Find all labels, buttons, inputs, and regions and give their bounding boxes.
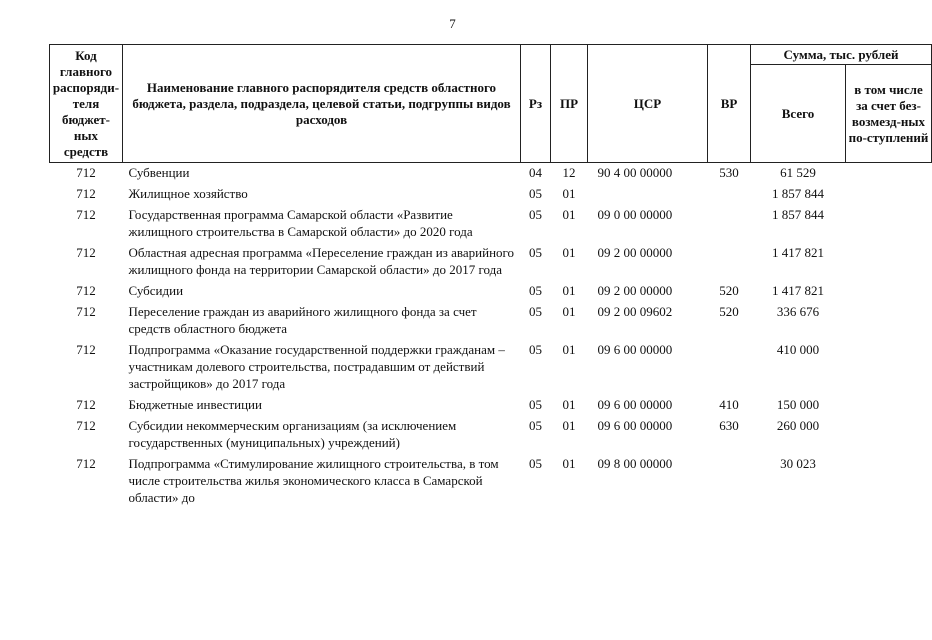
cell-gratuitous — [846, 396, 932, 417]
cell-rz: 05 — [529, 207, 542, 222]
header-gratuitous: в том числе за счет без-возмезд-ных по-ступлений — [846, 65, 932, 163]
cell-vr: 530 — [719, 165, 739, 180]
table-row — [50, 163, 932, 186]
header-name: Наименование главного распорядителя средств областного бюджета, раздела, подраздела, целевой статьи, подгруппы видов расходов — [123, 45, 521, 163]
cell-code: 712 — [76, 283, 96, 298]
cell-rz: 05 — [529, 283, 542, 298]
cell-csr: 09 0 00 00000 — [597, 207, 673, 222]
header-pr: ПР — [551, 45, 588, 163]
cell-gratuitous — [846, 303, 932, 341]
cell-csr: 09 2 00 09602 — [597, 304, 673, 319]
cell-csr: 09 6 00 00000 — [597, 418, 673, 433]
cell-gratuitous — [846, 244, 932, 282]
cell-total: 410 000 — [776, 342, 820, 357]
cell-vr: 630 — [719, 418, 739, 433]
cell-gratuitous — [846, 341, 932, 396]
cell-rz: 05 — [529, 186, 542, 201]
table-row — [50, 244, 932, 282]
cell-total: 30 023 — [780, 456, 816, 471]
table-row — [50, 341, 932, 396]
header-total: Всего — [751, 65, 846, 163]
cell-total: 336 676 — [776, 304, 820, 319]
cell-gratuitous — [846, 455, 932, 510]
cell-code: 712 — [76, 342, 96, 357]
table-body — [50, 163, 932, 511]
cell-vr — [708, 341, 751, 396]
cell-pr: 01 — [562, 456, 576, 471]
cell-vr — [708, 244, 751, 282]
cell-vr — [708, 185, 751, 206]
cell-rz: 05 — [529, 418, 542, 433]
cell-code: 712 — [76, 456, 96, 471]
cell-name: Государственная программа Самарской области «Развитие жилищного строительства в Самарской области» до 2020 года — [128, 207, 473, 239]
cell-csr: 09 6 00 00000 — [597, 397, 673, 412]
header-vr: ВР — [708, 45, 751, 163]
cell-rz: 05 — [529, 456, 542, 471]
cell-gratuitous — [846, 206, 932, 244]
cell-csr: 09 8 00 00000 — [597, 456, 673, 471]
cell-name: Подпрограмма «Стимулирование жилищного строительства, в том числе строительства жилья экономического класса в Самарской области» до — [128, 456, 499, 505]
cell-name: Субвенции — [128, 165, 190, 180]
cell-rz: 05 — [529, 342, 542, 357]
cell-vr: 520 — [719, 283, 739, 298]
cell-rz: 04 — [529, 165, 542, 180]
cell-pr: 01 — [562, 245, 576, 260]
cell-pr: 01 — [562, 207, 576, 222]
cell-pr: 01 — [562, 342, 576, 357]
cell-pr: 01 — [562, 304, 576, 319]
table-row — [50, 206, 932, 244]
cell-total: 1 417 821 — [772, 245, 824, 260]
cell-rz: 05 — [529, 397, 542, 412]
header-amount: Сумма, тыс. рублей — [751, 45, 932, 65]
cell-total: 150 000 — [776, 397, 820, 412]
cell-name: Переселение граждан из аварийного жилищного фонда за счет средств областного бюджета — [128, 304, 477, 336]
cell-total: 61 529 — [780, 165, 816, 180]
cell-pr: 12 — [562, 165, 576, 180]
cell-pr: 01 — [562, 283, 576, 298]
cell-name: Областная адресная программа «Переселение граждан из аварийного жилищного фонда на территории Самарской области» до 2017 года — [128, 245, 515, 277]
header-csr: ЦСР — [588, 45, 708, 163]
cell-vr: 520 — [719, 304, 739, 319]
cell-csr: 90 4 00 00000 — [597, 165, 673, 180]
cell-rz: 05 — [529, 304, 542, 319]
cell-csr: 09 2 00 00000 — [597, 283, 673, 298]
table-row — [50, 185, 932, 206]
cell-total: 1 857 844 — [772, 207, 824, 222]
cell-pr: 01 — [562, 418, 576, 433]
cell-name: Жилищное хозяйство — [128, 186, 248, 201]
cell-pr: 01 — [562, 186, 576, 201]
cell-gratuitous — [846, 185, 932, 206]
cell-total: 260 000 — [776, 418, 820, 433]
cell-gratuitous — [846, 163, 932, 186]
cell-total: 1 417 821 — [772, 283, 824, 298]
cell-total: 1 857 844 — [772, 186, 824, 201]
cell-code: 712 — [76, 304, 96, 319]
cell-code: 712 — [76, 186, 96, 201]
table-row — [50, 455, 932, 510]
header-code: Код главного распоряди-теля бюджет-ных средств — [50, 45, 123, 163]
cell-name: Подпрограмма «Оказание государственной поддержки гражданам – участникам долевого строительства, пострадавшим от действий застройщиков» до 2017 года — [128, 342, 505, 391]
page-number: 7 — [449, 16, 456, 31]
cell-gratuitous — [846, 282, 932, 303]
cell-vr — [708, 206, 751, 244]
table-row — [50, 417, 932, 455]
cell-pr: 01 — [562, 397, 576, 412]
cell-rz: 05 — [529, 245, 542, 260]
cell-csr: 09 2 00 00000 — [597, 245, 673, 260]
cell-csr — [588, 185, 708, 206]
cell-code: 712 — [76, 207, 96, 222]
header-rz: Рз — [521, 45, 551, 163]
cell-gratuitous — [846, 417, 932, 455]
table-row — [50, 282, 932, 303]
cell-code: 712 — [76, 245, 96, 260]
table-row — [50, 303, 932, 341]
cell-code: 712 — [76, 165, 96, 180]
cell-name: Бюджетные инвестиции — [128, 397, 262, 412]
cell-vr — [708, 455, 751, 510]
budget-table — [49, 44, 932, 510]
cell-name: Субсидии некоммерческим организациям (за исключением государственных (муниципальных) учреждений) — [128, 418, 457, 450]
cell-vr: 410 — [719, 397, 739, 412]
cell-csr: 09 6 00 00000 — [597, 342, 673, 357]
cell-code: 712 — [76, 418, 96, 433]
cell-name: Субсидии — [128, 283, 184, 298]
cell-code: 712 — [76, 397, 96, 412]
table-row — [50, 396, 932, 417]
